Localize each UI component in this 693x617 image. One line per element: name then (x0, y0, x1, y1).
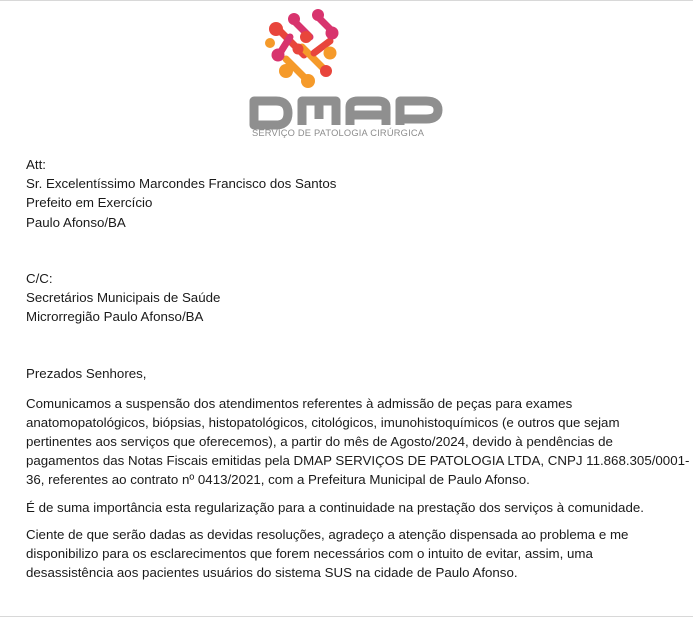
cc-name: Secretários Municipais de Saúde (26, 290, 221, 306)
paragraph-line: pertinentes aos serviços que oferecemos), a partir do mês de Agosto/2024, devido à pendências de (26, 434, 613, 450)
att-label: Att: (26, 157, 46, 172)
paragraph-line: Comunicamos a suspensão dos atendimentos referentes à admissão de peças para exames (26, 395, 573, 411)
recipient-role: Prefeito em Exercício (26, 195, 153, 211)
dmap-logo-graphic (246, 7, 446, 142)
logo-tagline: SERVIÇO DE PATOLOGIA CIRÚRGICA (252, 128, 425, 138)
paragraph-closing (26, 525, 671, 583)
paragraph-line: anatomopatológicos, biópsias, histopatológicos, citológicos, imunohistoquímicos (e outros que sejam (26, 414, 620, 430)
dmap-logo (246, 7, 446, 142)
letter-content (26, 155, 690, 582)
logo-wordmark (254, 101, 438, 125)
paragraph-line: 36, referentes ao contrato nº 0413/2021, com a Prefeitura Municipal de Paulo Afonso. (26, 472, 530, 488)
recipient-block (26, 155, 671, 232)
cc-label: C/C: (26, 270, 53, 286)
paragraph-suspension (26, 394, 690, 490)
paragraph-line: disponibilizo para os esclarecimentos que forem necessários com o intuito de evitar, assim, uma (26, 546, 593, 562)
salutation: Prezados Senhores, (26, 366, 147, 382)
recipient-name: Sr. Excelentíssimo Marcondes Francisco dos Santos (26, 176, 337, 192)
logo-mark-icon (265, 9, 339, 88)
paragraph-line: pagamentos das Notas Fiscais emitidas pela DMAP SERVIÇOS DE PATOLOGIA LTDA, CNPJ 11.868.305/0001- (26, 453, 690, 469)
paragraph-importance (26, 498, 671, 517)
cc-block (26, 269, 671, 327)
paragraph-line: É de suma importância esta regularização para a continuidade na prestação dos serviços à comunidade. (26, 499, 644, 515)
recipient-city: Paulo Afonso/BA (26, 214, 126, 230)
cc-region: Microrregião Paulo Afonso/BA (26, 309, 204, 325)
paragraph-line: desassistência aos pacientes usuários do sistema SUS na cidade de Paulo Afonso. (26, 565, 518, 581)
paragraph-line: Ciente de que serão dadas as devidas resoluções, agradeço a atenção dispensada ao problema e me (26, 526, 629, 542)
